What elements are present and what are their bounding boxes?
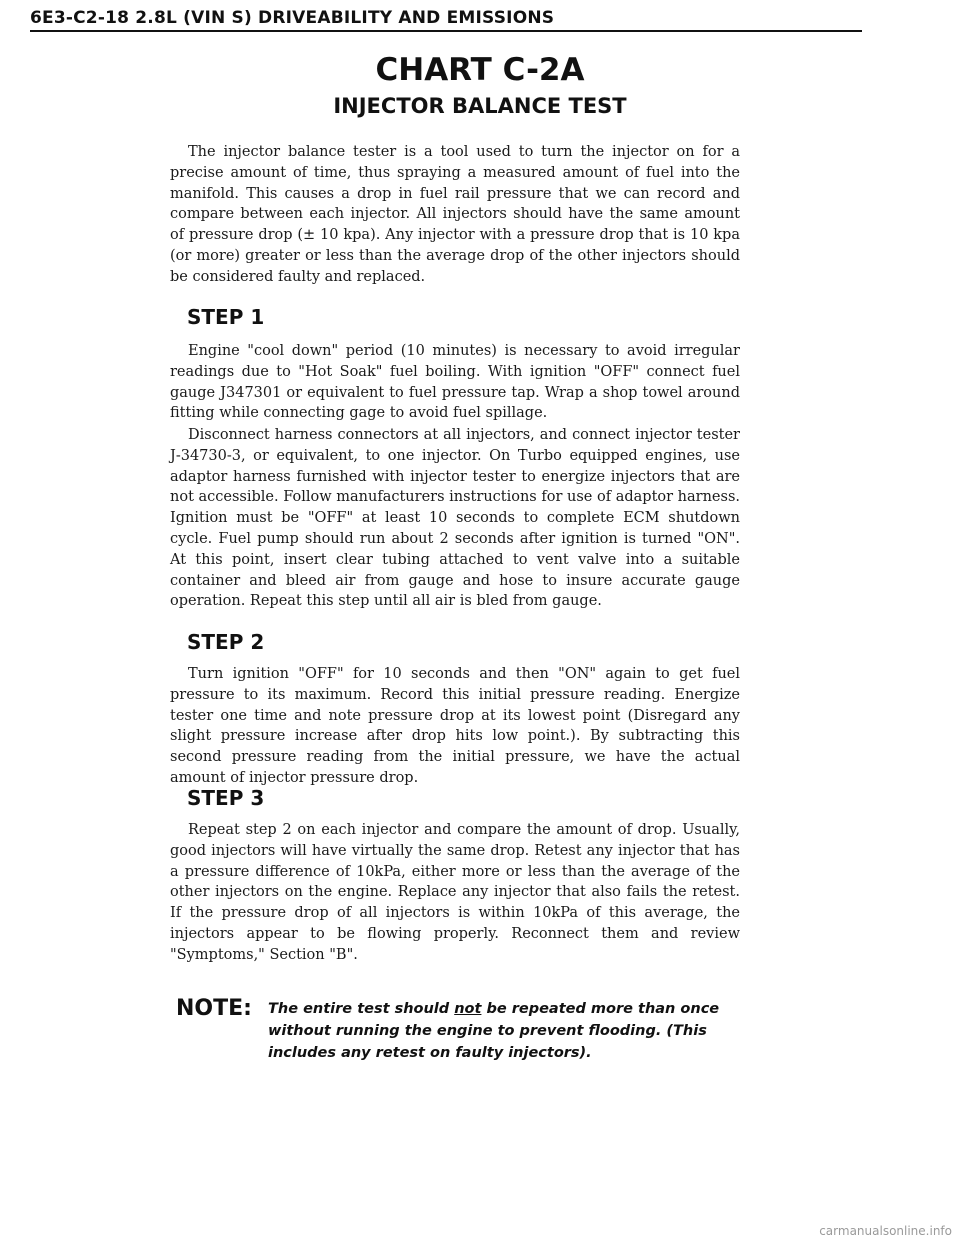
note-text-before: The entire test should bbox=[268, 1001, 455, 1017]
chart-subtitle: INJECTOR BALANCE TEST bbox=[333, 94, 627, 118]
step-1-heading: STEP 1 bbox=[187, 305, 265, 329]
note-label: NOTE: bbox=[176, 996, 252, 1021]
page-header: 6E3-C2-18 2.8L (VIN S) DRIVEABILITY AND EMISSIONS bbox=[30, 8, 555, 28]
note-text bbox=[268, 998, 748, 1064]
step-1-paragraph-2: Disconnect harness connectors at all injectors, and connect injector tester J-34730-3, or equivalent, to one injector. On Turbo equipped engines, use adaptor harness furnished with injector tester to energize injectors that are not accessible. Follow manufacturers instructions for use of adaptor harness. Ignition must be "OFF" at least 10 seconds to complete ECM shutdown cycle. Fuel pump should run about 2 seconds after ignition is turned "ON". At this point, insert clear tubing attached to vent valve into a suitable container and bleed air from gauge and hose to insure accurate gauge operation. Repeat this step until all air is bled from gauge. bbox=[170, 427, 740, 610]
watermark: carmanualsonline.info bbox=[819, 1224, 952, 1238]
intro-paragraph: The injector balance tester is a tool used to turn the injector on for a precise amount of time, thus spraying a measured amount of fuel into the manifold. This causes a drop in fuel rail pressure that we can record and compare between each injector. All injectors should have the same amount of pressure drop (± 10 kpa). Any injector with a pressure drop that is 10 kpa (or more) greater or less than the average drop of the other injectors should be considered faulty and replaced. bbox=[170, 144, 740, 285]
step-3-heading: STEP 3 bbox=[187, 786, 265, 810]
step-2-heading: STEP 2 bbox=[187, 630, 265, 654]
step-2-paragraph: Turn ignition "OFF" for 10 seconds and then "ON" again to get fuel pressure to its maximum. Record this initial pressure reading. Energize tester one time and note pressure drop at its lowest point (Disregard any slight pressure increase after drop hits low point.). By subtracting this second pressure reading from the initial pressure, we have the actual amount of injector pressure drop. bbox=[170, 666, 740, 786]
note-emphasis: not bbox=[454, 1001, 482, 1017]
header-divider bbox=[30, 30, 862, 32]
step-1-paragraph-1: Engine "cool down" period (10 minutes) is necessary to avoid irregular readings due to "Hot Soak" fuel boiling. With ignition "OFF" connect fuel gauge J347301 or equivalent to fuel pressure tap. Wrap a shop towel around fitting while connecting gage to avoid fuel spillage. bbox=[170, 343, 740, 422]
step-3-paragraph: Repeat step 2 on each injector and compare the amount of drop. Usually, good injectors will have virtually the same drop. Retest any injector that has a pressure difference of 10kPa, either more or less than the average of the other injectors on the engine. Replace any injector that also fails the retest. If the pressure drop of all injectors is within 10kPa of this average, the injectors appear to be flowing properly. Reconnect them and review "Symptoms," Section "B". bbox=[170, 822, 740, 963]
chart-title: CHART C-2A bbox=[375, 52, 585, 88]
note-text-after: be repeated more than once without running the engine to prevent flooding. (This includes any retest on faulty injectors). bbox=[268, 1001, 720, 1061]
